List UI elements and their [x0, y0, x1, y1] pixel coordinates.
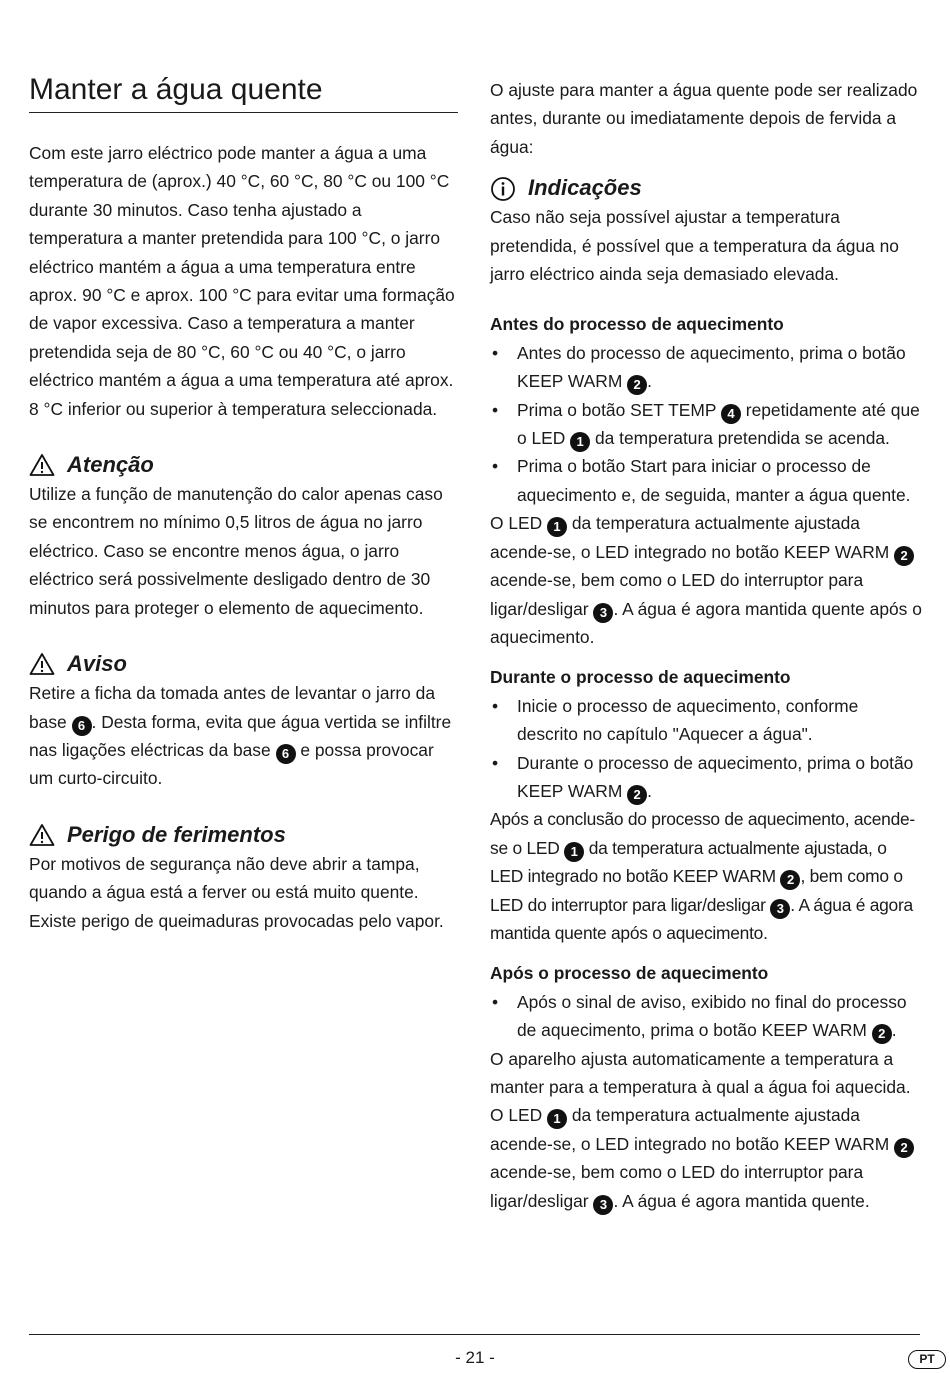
right-intro: O ajuste para manter a água quente pode ser realizado antes, durante ou imediatamente depois de fervida a água:: [490, 80, 918, 157]
footer-divider: [29, 1334, 920, 1335]
list-item: • Prima o botão SET TEMP 4 repetidamente até que o LED 1 da temperatura pretendida se acenda.: [490, 396, 922, 453]
during-result: Após a conclusão do processo de aquecimento, acende-se o LED 1 da temperatura actualmente ajustada, o LED integrado no botão KEEP WARM 2 , bem como o LED do interruptor para ligar/desligar 3 . A água é agora mantida quente após o aquecimento.: [490, 809, 915, 943]
info-circle-icon: [490, 176, 516, 200]
callout-number: 6: [276, 744, 296, 764]
during-section: [490, 663, 922, 947]
injury-section: [29, 820, 458, 935]
warning-heading-text: Aviso: [67, 651, 127, 677]
callout-number: 6: [72, 716, 92, 736]
notes-heading-text: Indicações: [528, 175, 642, 201]
before-list: [490, 339, 922, 509]
attention-heading: [29, 450, 458, 480]
left-column: [29, 72, 458, 935]
warning-triangle-icon: [29, 823, 55, 847]
attention-heading-text: Atenção: [67, 452, 154, 478]
afterheat-result: O aparelho ajusta automaticamente a temperatura a manter para a temperatura à qual a água foi aquecida. O LED 1 da temperatura actualmente ajustada acende-se, o LED integrado no botão KEEP WARM 2 acende-se, bem como o LED do interruptor para ligar/desligar 3 . A água é agora mantida quente.: [490, 1045, 922, 1215]
callout-number: 2: [627, 375, 647, 395]
callout-number: 1: [564, 842, 584, 862]
callout-number: 3: [593, 1195, 613, 1215]
list-item: • Após o sinal de aviso, exibido no final do processo de aquecimento, prima o botão KEEP WARM 2 .: [490, 988, 922, 1045]
before-result: O LED 1 da temperatura actualmente ajustada acende-se, o LED integrado no botão KEEP WARM 2 acende-se, bem como o LED do interruptor para ligar/desligar 3 . A água é agora mantida quente após o aquecimento.: [490, 513, 922, 647]
callout-number: 2: [894, 1138, 914, 1158]
warning-section: [29, 649, 458, 793]
intro-paragraph: Com este jarro eléctrico pode manter a água a uma temperatura de (aprox.) 40 °C, 60 °C, 80 °C ou 100 °C durante 30 minutos. Caso tenha ajustado a temperatura a manter pretendida para 100 °C, o jarro eléctrico mantém a água a uma temperatura entre aprox. 90 °C e aprox. 100 °C para evitar uma formação de vapor excessiva. Caso a temperatura a manter pretendida seja de 80 °C, 60 °C ou 40 °C, o jarro eléctrico mantém a água a uma temperatura até aprox. 8 °C inferior ou superior à temperatura seleccionada.: [29, 143, 455, 419]
callout-number: 1: [547, 1109, 567, 1129]
notes-text: Caso não seja possível ajustar a temperatura pretendida, é possível que a temperatura da água no jarro eléctrico ainda seja demasiado elevada.: [490, 207, 899, 285]
callout-number: 3: [770, 899, 790, 919]
language-badge: PT: [908, 1350, 946, 1369]
list-item: • Durante o processo de aquecimento, prima o botão KEEP WARM 2 .: [490, 749, 922, 806]
page-title: Manter a água quente: [29, 72, 458, 113]
attention-text: Utilize a função de manutenção do calor apenas caso se encontrem no mínimo 0,5 litros de água no jarro eléctrico. Caso se encontre menos água, o jarro eléctrico será possivelmente desligado dentro de 30 minutos para proteger o elemento de aquecimento.: [29, 484, 443, 618]
page-number: - 21 -: [455, 1348, 495, 1367]
callout-number: 3: [593, 603, 613, 623]
during-heading: Durante o processo de aquecimento: [490, 667, 791, 688]
notes-heading: [490, 173, 922, 203]
afterheat-heading: Após o processo de aquecimento: [490, 963, 769, 984]
callout-number: 2: [894, 546, 914, 566]
injury-text: Por motivos de segurança não deve abrir a tampa, quando a água está a ferver ou está muito quente. Existe perigo de queimaduras provocadas pelo vapor.: [29, 853, 444, 931]
callout-number: 2: [627, 785, 647, 805]
callout-number: 1: [570, 432, 590, 452]
attention-section: [29, 450, 458, 622]
callout-number: 2: [872, 1024, 892, 1044]
list-item: • Antes do processo de aquecimento, prima o botão KEEP WARM 2 .: [490, 339, 922, 396]
injury-heading-text: Perigo de ferimentos: [67, 821, 286, 847]
list-item: • Inicie o processo de aquecimento, conforme descrito no capítulo "Aquecer a água".: [490, 692, 922, 749]
before-section: [490, 310, 922, 651]
warning-triangle-icon: [29, 652, 55, 676]
warning-heading: [29, 649, 458, 679]
callout-number: 1: [547, 517, 567, 537]
injury-heading: [29, 820, 458, 850]
warning-text: Retire a ficha da tomada antes de levantar o jarro da base 6 . Desta forma, evita que água vertida se infiltre nas ligações eléctricas da base 6 e possa provocar um curto-circuito.: [29, 683, 452, 789]
right-column: [490, 72, 922, 1215]
warning-triangle-icon: [29, 453, 55, 477]
list-item: • Prima o botão Start para iniciar o processo de aquecimento e, de seguida, manter a água quente.: [490, 452, 922, 509]
notes-section: [490, 173, 922, 288]
during-list: [490, 692, 922, 806]
before-heading: Antes do processo de aquecimento: [490, 314, 784, 335]
afterheat-list: [490, 988, 922, 1045]
afterheat-section: [490, 959, 922, 1215]
callout-number: 2: [780, 870, 800, 890]
callout-number: 4: [721, 404, 741, 424]
